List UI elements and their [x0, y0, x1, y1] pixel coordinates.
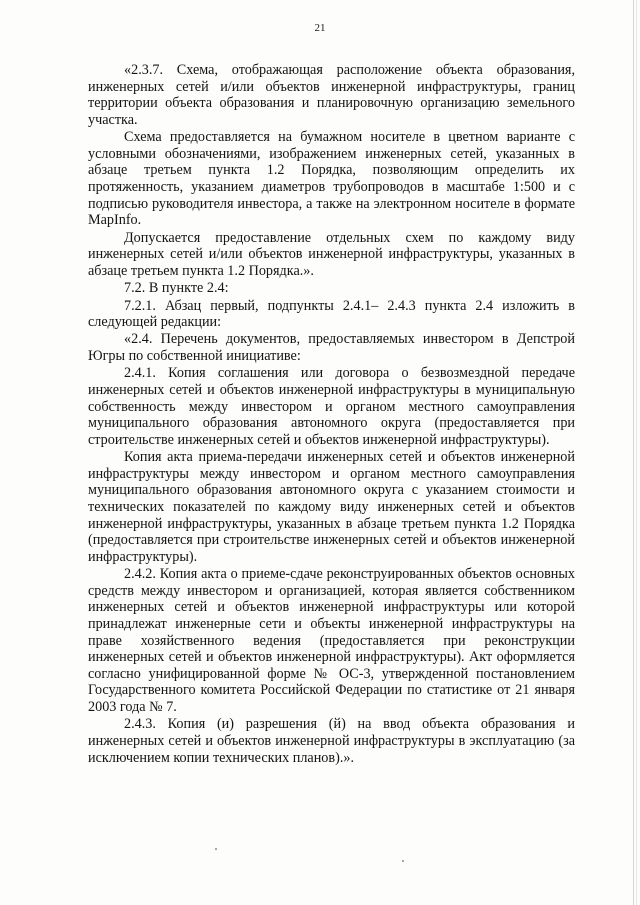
paragraph-7-2-1: 7.2.1. Абзац первый, подпункты 2.4.1– 2.4.3 пункта 2.4 изложить в следующей редакции:: [88, 297, 575, 331]
scan-edge-line: [636, 0, 637, 905]
paragraph-2-3-7: «2.3.7. Схема, отображающая расположение объекта образования, инженерных сетей и/или объектов инженерной инфраструктуры, границ территории объекта образования и планировочную организацию земельного участка.: [88, 62, 575, 128]
paragraph-2-4-1: 2.4.1. Копия соглашения или договора о безвозмездной передаче инженерных сетей и объектов инженерной инфраструктуры в муниципальную собственность между инвестором и органом местного самоуправления муниципального образования автономного округа (предоставляется при строительстве инженерных сетей и объектов инженерной инфраструктуры).: [88, 365, 575, 448]
paragraph-separate-schemes: Допускается предоставление отдельных схем по каждому виду инженерных сетей и/или объектов инженерной инфраструктуры, указанных в абзаце третьем пункта 1.2 Порядка.».: [88, 229, 575, 279]
scan-edge-line: [633, 0, 634, 905]
paragraph-2-4-2: 2.4.2. Копия акта о приеме-сдаче реконструированных объектов основных средств между инвестором и организацией, которая является собственником инженерных сетей и объектов инженерной инфраструктуры или которой принадлежат инженерные сети и объекты инженерной инфраструктуры на праве хозяйственного ведения (предоставляется при реконструкции инженерных сетей и объектов инженерной инфраструктуры). Акт оформляется согласно унифицированной форме № ОС-3, утвержденной постановлением Государственного комитета Российской Федерации по статистике от 21 января 2003 года № 7.: [88, 566, 575, 715]
paragraph-2-4-3: 2.4.3. Копия (и) разрешения (й) на ввод объекта образования и инженерных сетей и объектов инженерной инфраструктуры в эксплуатацию (за исключением копии технических планов).».: [88, 716, 575, 766]
document-body: [88, 62, 575, 767]
paragraph-7-2: 7.2. В пункте 2.4:: [124, 280, 229, 297]
scan-speck: [215, 848, 217, 850]
page-number: 21: [314, 22, 326, 34]
paragraph-acceptance-act: Копия акта приема-передачи инженерных сетей и объектов инженерной инфраструктуры между инвестором и органом местного самоуправления муниципального образования автономного округа с указанием стоимости и технических показателей по каждому виду инженерных сетей и объектов инженерной инфраструктуры, указанных в абзаце третьем пункта 1.2 Порядка (предоставляется при строительстве инженерных сетей и объектов инженерной инфраструктуры).: [88, 449, 575, 565]
paragraph-2-4: «2.4. Перечень документов, предоставляемых инвестором в Депстрой Югры по собственной инициативе:: [88, 331, 575, 365]
scan-speck: [402, 860, 404, 862]
paragraph-scheme-format: Схема предоставляется на бумажном носителе в цветном варианте с условными обозначениями, изображением инженерных сетей, указанных в абзаце третьем пункта 1.2 Порядка, позволяющим определить их протяженность, указанием диаметров трубопроводов в масштабе 1:500 и с подписью руководителя инвестора, а также на электронном носителе в формате MapInfo.: [88, 129, 575, 229]
